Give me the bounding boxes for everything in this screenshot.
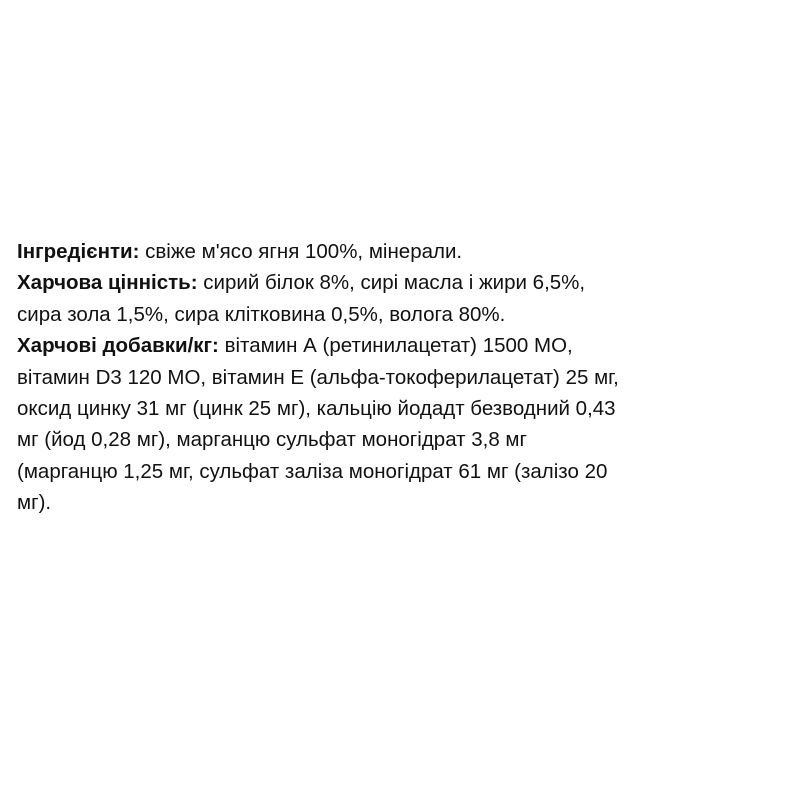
nutrition-text-1: сирий білок 8%, сирі масла і жири 6,5%, <box>197 271 586 295</box>
additives-line-2: вітамин D3 120 МО, вітамин Е (альфа-токоферилацетат) 25 мг, <box>17 365 619 389</box>
additives-label: Харчові добавки/кг: <box>17 334 219 358</box>
additives-line-4: мг (йод 0,28 мг), марганцю сульфат моногідрат 3,8 мг <box>17 428 527 452</box>
ingredients-line <box>17 236 792 267</box>
additives-line-5: (марганцю 1,25 мг, сульфат заліза моногідрат 61 мг (залізо 20 <box>17 459 608 483</box>
nutrition-label: Харчова цінність: <box>17 271 198 295</box>
additives-line-6: мг). <box>17 491 52 515</box>
additives-line-1 <box>17 330 792 361</box>
nutrition-line-1 <box>17 267 792 298</box>
additives-line-3: оксид цинку 31 мг (цинк 25 мг), кальцію йодадт безводний 0,43 <box>17 397 616 421</box>
nutrition-line-2: сира зола 1,5%, сира клітковина 0,5%, волога 80%. <box>17 302 506 326</box>
composition-text <box>17 236 792 519</box>
ingredients-text: свіже м'ясо ягня 100%, мінерали. <box>139 240 463 263</box>
additives-text-1: вітамин А (ретинилацетат) 1500 МО, <box>218 334 573 358</box>
ingredients-label: Інгредієнти: <box>17 240 140 263</box>
